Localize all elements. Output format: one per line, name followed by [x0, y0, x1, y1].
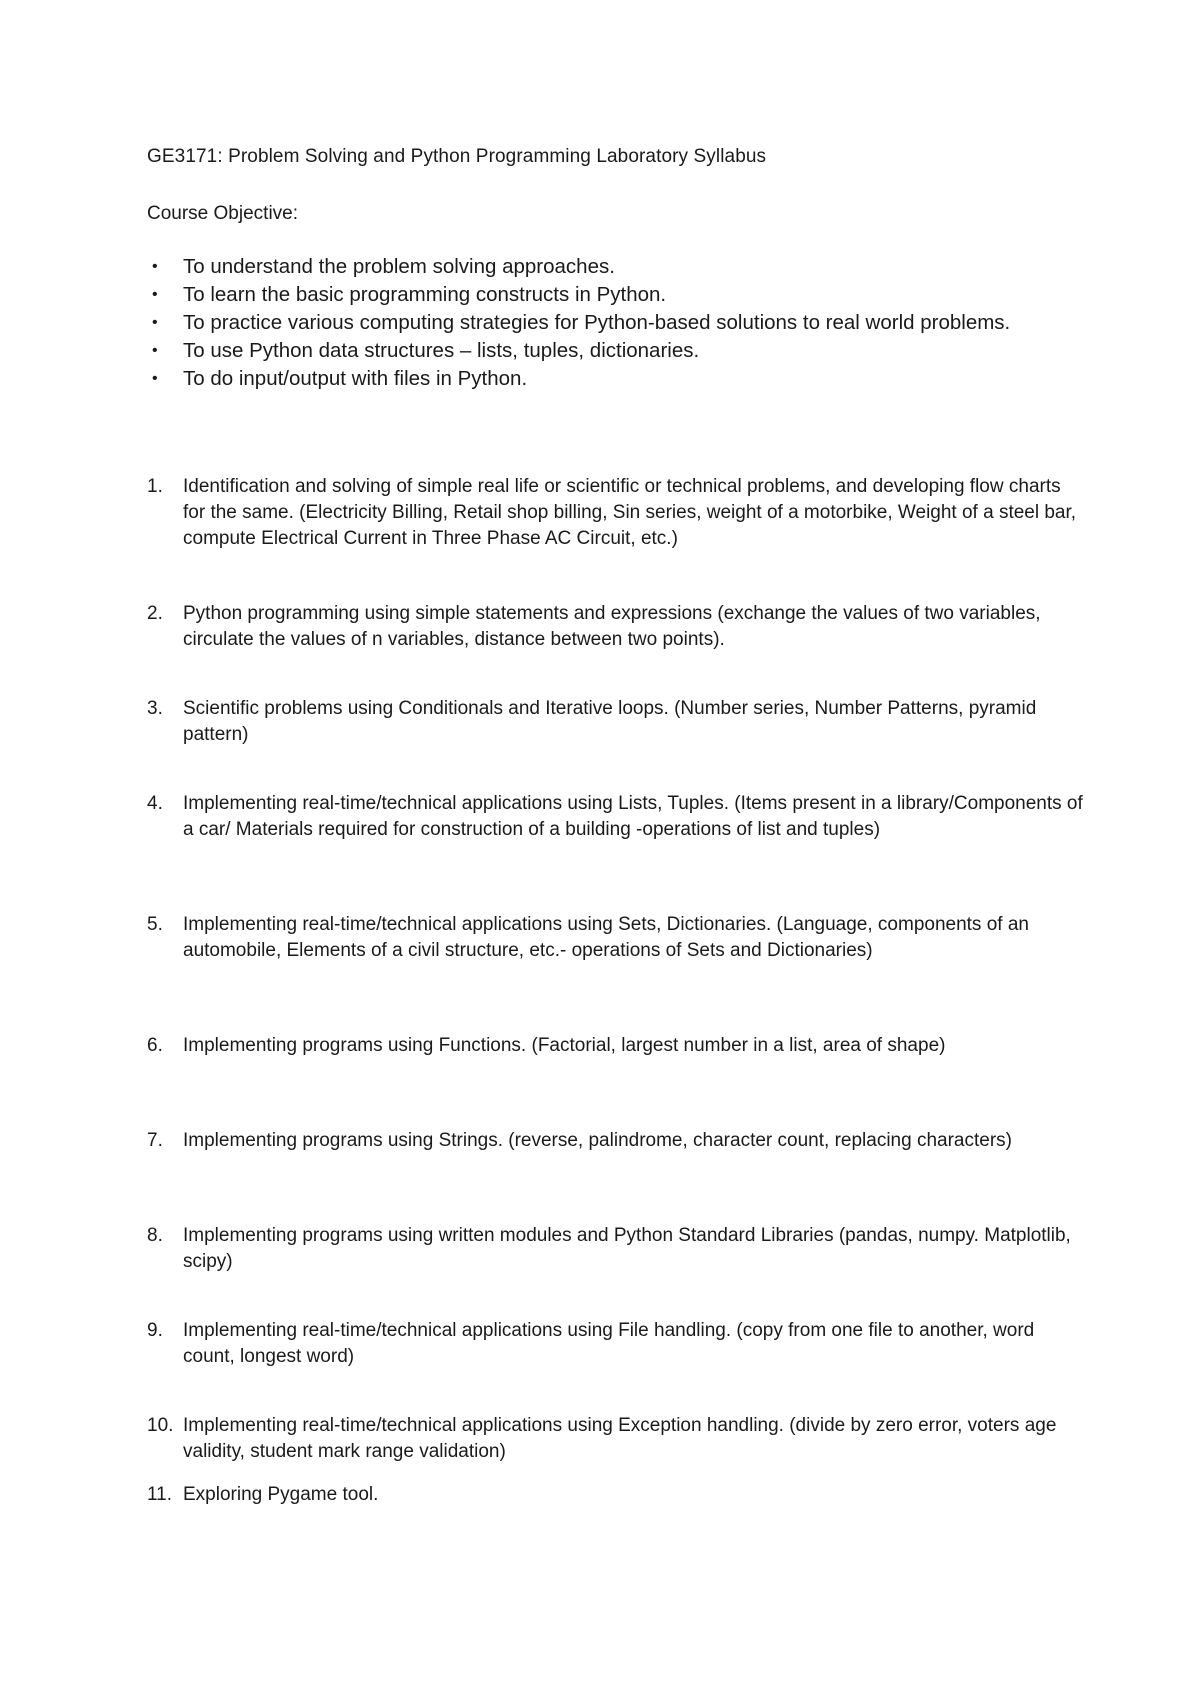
- task-text: Implementing programs using Strings. (reverse, palindrome, character count, replacing characters): [183, 1130, 1012, 1151]
- task-text: Identification and solving of simple real life or scientific or technical problems, and developing flow charts for the same. (Electricity Billing, Retail shop billing, Sin series, weight of a motorbike, Weight of a steel bar, compute Electrical Current in Three Phase AC Circuit, etc.): [183, 476, 1077, 549]
- objective-list: [147, 253, 1077, 393]
- objective-item: [147, 309, 1077, 337]
- task-text: Implementing real-time/technical applications using File handling. (copy from one file to another, word count, longest word): [183, 1320, 1035, 1367]
- objective-item: [147, 281, 1077, 309]
- bullet-icon: •: [152, 286, 158, 303]
- objective-text: To use Python data structures – lists, tuples, dictionaries.: [183, 339, 700, 362]
- bullet-icon: •: [152, 314, 158, 331]
- task-text: Implementing real-time/technical applications using Lists, Tuples. (Items present in a library/Components of a car/ Materials required for construction of a building -operations of list and tuples): [183, 793, 1083, 840]
- task-number: 1.: [147, 476, 163, 497]
- page-title: GE3171: Problem Solving and Python Programming Laboratory Syllabus: [147, 146, 767, 167]
- task-number: 6.: [147, 1035, 163, 1056]
- task-text: Implementing programs using Functions. (Factorial, largest number in a list, area of shape): [183, 1035, 946, 1056]
- task-number: 7.: [147, 1130, 163, 1151]
- task-text: Exploring Pygame tool.: [183, 1484, 379, 1505]
- objective-item: [147, 253, 1077, 281]
- objective-item: [147, 365, 1077, 393]
- bullet-icon: •: [152, 258, 158, 275]
- task-number: 3.: [147, 698, 163, 719]
- objective-text: To learn the basic programming constructs in Python.: [183, 283, 667, 306]
- objective-text: To understand the problem solving approaches.: [183, 255, 615, 278]
- objective-heading: Course Objective:: [147, 203, 299, 224]
- objective-item: [147, 337, 1077, 365]
- task-number: 4.: [147, 793, 163, 814]
- task-number: 11.: [147, 1484, 173, 1505]
- task-number: 2.: [147, 603, 163, 624]
- task-number: 5.: [147, 914, 163, 935]
- bullet-icon: •: [152, 342, 158, 359]
- task-text: Scientific problems using Conditionals and Iterative loops. (Number series, Number Patterns, pyramid pattern): [183, 698, 1037, 745]
- task-text: Implementing real-time/technical applications using Exception handling. (divide by zero error, voters age validity, student mark range validation): [183, 1415, 1057, 1462]
- task-number: 9.: [147, 1320, 163, 1341]
- task-number: 10.: [147, 1415, 174, 1436]
- bullet-icon: •: [152, 370, 158, 387]
- task-number: 8.: [147, 1225, 163, 1246]
- task-text: Python programming using simple statements and expressions (exchange the values of two variables, circulate the values of n variables, distance between two points).: [183, 603, 1041, 650]
- objective-text: To do input/output with files in Python.: [183, 367, 528, 390]
- objective-text: To practice various computing strategies for Python-based solutions to real world problems.: [183, 311, 1011, 334]
- task-text: Implementing real-time/technical applications using Sets, Dictionaries. (Language, components of an automobile, Elements of a civil structure, etc.- operations of Sets and Dictionaries): [183, 914, 1029, 961]
- task-text: Implementing programs using written modules and Python Standard Libraries (pandas, numpy. Matplotlib, scipy): [183, 1225, 1071, 1272]
